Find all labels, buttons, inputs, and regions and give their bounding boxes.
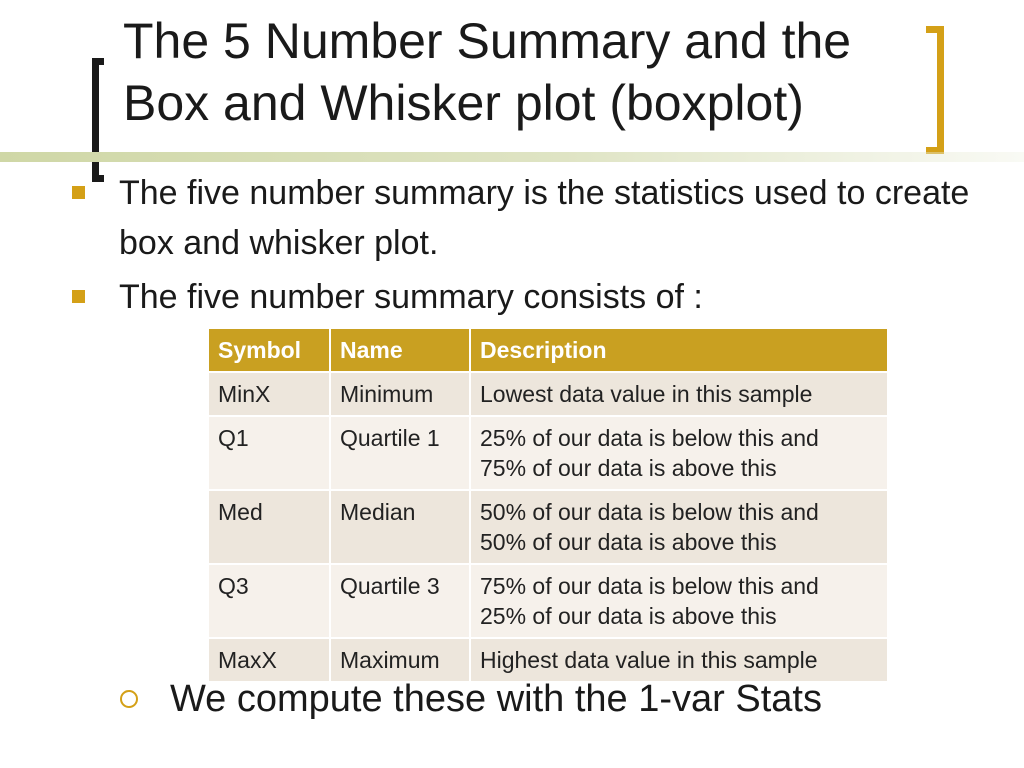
bullet-item: [72, 272, 1002, 322]
cell-symbol: Q1: [208, 416, 330, 490]
header-symbol: Symbol: [208, 328, 330, 372]
table-row: [208, 372, 888, 416]
table-row: [208, 416, 888, 490]
cell-symbol: MaxX: [208, 638, 330, 682]
cell-description: [470, 490, 888, 564]
description-line: 50% of our data is above this: [480, 529, 777, 555]
sub-bullet-text: We compute these with the 1-var Stats: [170, 678, 822, 720]
title-divider: [0, 152, 1024, 162]
cell-name: Median: [330, 490, 470, 564]
square-bullet-icon: [72, 290, 85, 303]
cell-name: Quartile 3: [330, 564, 470, 638]
description-line: 50% of our data is below this and: [480, 499, 819, 525]
slide-title: [123, 10, 983, 134]
table-row: [208, 490, 888, 564]
cell-name: Minimum: [330, 372, 470, 416]
description-line: 25% of our data is above this: [480, 603, 777, 629]
cell-description: Lowest data value in this sample: [470, 372, 888, 416]
circle-bullet-icon: [120, 690, 138, 708]
description-line: 75% of our data is above this: [480, 455, 777, 481]
bullet-text: The five number summary consists of :: [119, 278, 703, 316]
square-bullet-icon: [72, 186, 85, 199]
five-number-summary-table: [207, 327, 889, 683]
cell-symbol: MinX: [208, 372, 330, 416]
title-line-1: The 5 Number Summary and the: [123, 13, 852, 69]
table-header-row: [208, 328, 888, 372]
header-name: Name: [330, 328, 470, 372]
description-line: 25% of our data is below this and: [480, 425, 819, 451]
bullet-item: [72, 168, 1002, 268]
cell-description: [470, 564, 888, 638]
cell-name: Maximum: [330, 638, 470, 682]
cell-symbol: Med: [208, 490, 330, 564]
table-row: [208, 564, 888, 638]
title-line-2: Box and Whisker plot (boxplot): [123, 75, 804, 131]
sub-bullet-item: [120, 674, 822, 724]
cell-name: Quartile 1: [330, 416, 470, 490]
header-description: Description: [470, 328, 888, 372]
bullet-text: The five number summary is the statistics used to create box and whisker plot.: [119, 174, 970, 262]
cell-description: [470, 416, 888, 490]
description-line: 75% of our data is below this and: [480, 573, 819, 599]
cell-description: Highest data value in this sample: [470, 638, 888, 682]
cell-symbol: Q3: [208, 564, 330, 638]
left-bracket-decoration: [92, 58, 104, 182]
